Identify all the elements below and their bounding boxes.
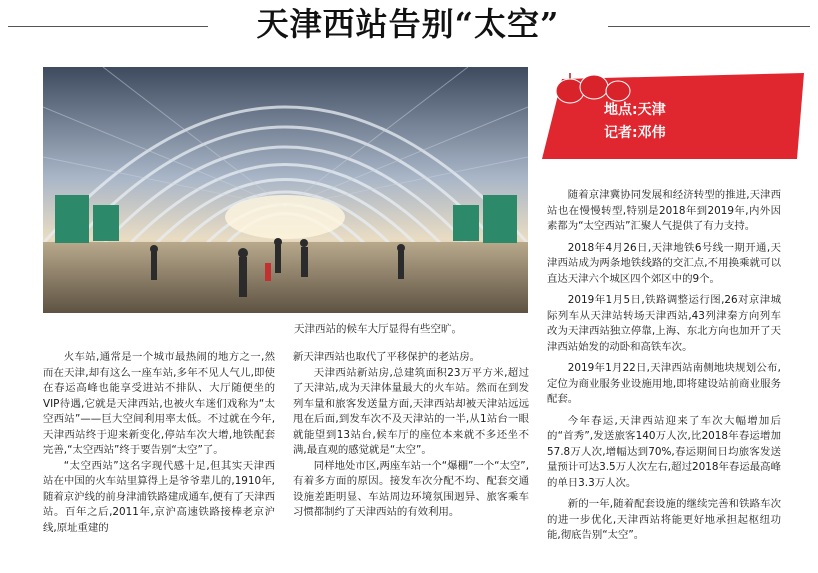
- banner-reporter: 记者:邓伟: [604, 125, 666, 141]
- paragraph: 2019年1月22日,天津西站南侧地块规划公布,定位为商业服务业设施用地,即将建设站前商业服务配套。: [547, 362, 781, 405]
- title-rule-left: [8, 26, 208, 27]
- banner-location: 地点:天津: [604, 102, 666, 118]
- paragraph: 2019年1月5日,铁路调整运行图,26对京津城际列车从天津站转场天津西站,43列津秦方向列车改为天津西站独立停靠,上海、东北方向也加开了天津西站始发的动卧和高铁车次。: [547, 294, 781, 353]
- paragraph: 新的一年,随着配套设施的继续完善和铁路车次的进一步优化,天津西站将能更好地承担起枢纽功能,彻底告别“太空”。: [547, 498, 781, 541]
- title-rule-right: [608, 26, 810, 27]
- article-column-3: [547, 188, 781, 550]
- photo-caption: 天津西站的候车大厅显得有些空旷。: [294, 323, 462, 335]
- station-hall-illustration: [43, 67, 528, 313]
- paragraph: 新天津西站也取代了平移保护的老站房。: [293, 351, 481, 363]
- paragraph: 火车站,通常是一个城市最热闹的地方之一,然而在天津,却有这么一座车站,多年不见人气儿,即使在春运高峰也能享受进站不排队、大厅随便坐的VIP待遇,它就是天津西站,也被火车迷们戏称为“太空西站”——巨大空间利用率太低。不过就在今年,天津西站终于迎来新变化,停站车次大增,地铁配套完善,“太空西站”终于要告别“太空”了。: [43, 351, 275, 456]
- station-hall-photo: [43, 67, 528, 313]
- info-banner: [542, 73, 804, 159]
- banner-shape: [542, 73, 804, 159]
- article-column-2: [293, 350, 529, 521]
- paragraph: 同样地处市区,两座车站一个“爆棚”一个“太空”,有着多方面的原因。接发车次分配不均、配套交通设施差距明显、车站周边环境氛围迥异、旅客乘车习惯都制约了天津西站的有效利用。: [293, 459, 529, 518]
- paragraph: 今年春运,天津西站迎来了车次大幅增加后的“首秀”,发送旅客140万人次,比2018年春运增加57.8万人次,增幅达到70%,春运期间日均旅客发送量预计可达3.5万人次左右,超过2018年春运最高峰的单日3.3万人次。: [547, 414, 781, 489]
- paragraph: 2018年4月26日,天津地铁6号线一期开通,天津西站成为两条地铁线路的交汇点,不用换乘就可以直达天津六个城区四个郊区中的9个。: [547, 241, 781, 285]
- paragraph: 随着京津冀协同发展和经济转型的推进,天津西站也在慢慢转型,特别是2018年到2019年,内外因素都为“太空西站”汇聚人气提供了有力支持。: [547, 189, 781, 232]
- paragraph: 天津西站新站房,总建筑面积23万平方米,超过了天津站,成为天津体量最大的火车站。然而在到发列车量和旅客发送量方面,天津西站却被天津站远远甩在后面,到发车次不及天津站的一半,从1站台一眼就能望到13站台,候车厅的座位本来就不多还坐不满,最直观的感觉就是“太空”。: [293, 366, 529, 456]
- page-title: 天津西站告别“太空”: [256, 5, 560, 43]
- article-column-1: [43, 350, 275, 536]
- paragraph: “太空西站”这名字现代感十足,但其实天津西站在中国的火车站里算得上是爷爷辈儿的,1910年,随着京沪线的前身津浦铁路建成通车,便有了天津西站。百年之后,2011年,京沪高速铁路接棒老京沪线,原址重建的: [43, 459, 275, 534]
